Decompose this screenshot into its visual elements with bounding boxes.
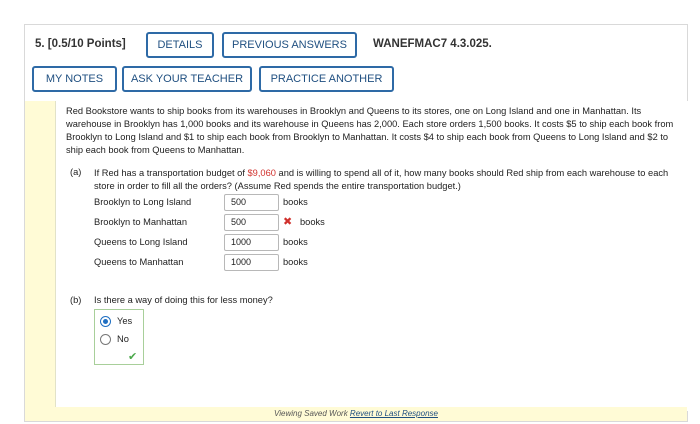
- question-card: [24, 24, 688, 422]
- revert-link[interactable]: Revert to Last Response: [349, 409, 438, 418]
- budget-value: $9,060: [247, 168, 276, 178]
- my-notes-button[interactable]: MY NOTES: [32, 66, 117, 92]
- problem-area: [55, 101, 689, 411]
- check-mark-icon: ✔: [128, 351, 138, 363]
- footer-text: Viewing Saved Work: [274, 409, 350, 418]
- previous-answers-button[interactable]: PREVIOUS ANSWERS: [222, 32, 357, 58]
- answer-input-queens-manhattan[interactable]: 1000: [224, 254, 279, 271]
- part-b-label: (b): [70, 295, 82, 305]
- answer-input-queens-long-island[interactable]: 1000: [224, 234, 279, 251]
- answer-choice-group: [94, 309, 144, 365]
- unit-label: books: [300, 217, 325, 227]
- part-b-text: Is there a way of doing this for less money?: [94, 295, 273, 305]
- question-code: WANEFMAC7 4.3.025.: [373, 38, 492, 50]
- radio-yes[interactable]: [100, 316, 111, 327]
- unit-label: books: [283, 257, 308, 267]
- problem-intro: Red Bookstore wants to ship books from its warehouses in Brooklyn and Queens to its stores, one on Long Island and one in Manhattan. Its warehouse in Brooklyn has 1,000 books and its warehouse in Queens has 2,000. Each store orders 1,500 books. It costs $5 to ship each book from Brooklyn to Long Island and $1 to ship each book from Brooklyn to Manhattan. It costs $4 to ship each book from Queens to Long Island and $2 to ship each book from Queens to Manhattan.: [66, 106, 674, 155]
- answer-input-brooklyn-manhattan[interactable]: 500: [224, 214, 279, 231]
- row-label-queens-long-island: Queens to Long Island: [94, 237, 188, 247]
- unit-label: books: [283, 237, 308, 247]
- part-a-text: If Red has a transportation budget of $9,060 and is willing to spend all of it, how many books should Red ship from each warehouse to each store in order to fill all the orders? (Assume Red spends the entire transportation budget.): [94, 168, 669, 191]
- unit-label: books: [283, 197, 308, 207]
- saved-work-footer: [25, 409, 687, 418]
- radio-no[interactable]: [100, 334, 111, 345]
- row-label-brooklyn-manhattan: Brooklyn to Manhattan: [94, 217, 188, 227]
- practice-another-button[interactable]: PRACTICE ANOTHER: [259, 66, 394, 92]
- option-yes-label[interactable]: Yes: [117, 316, 133, 326]
- details-button[interactable]: DETAILS: [146, 32, 214, 58]
- question-header: [25, 25, 687, 65]
- option-no-label[interactable]: No: [117, 334, 129, 344]
- answer-input-brooklyn-long-island[interactable]: 500: [224, 194, 279, 211]
- x-mark-icon: ✖: [283, 216, 293, 228]
- row-label-brooklyn-long-island: Brooklyn to Long Island: [94, 197, 192, 207]
- question-number: 5. [0.5/10 Points]: [35, 38, 126, 50]
- left-band: [25, 101, 55, 421]
- row-label-queens-manhattan: Queens to Manhattan: [94, 257, 184, 267]
- ask-your-teacher-button[interactable]: ASK YOUR TEACHER: [122, 66, 252, 92]
- part-a-label: (a): [70, 167, 82, 177]
